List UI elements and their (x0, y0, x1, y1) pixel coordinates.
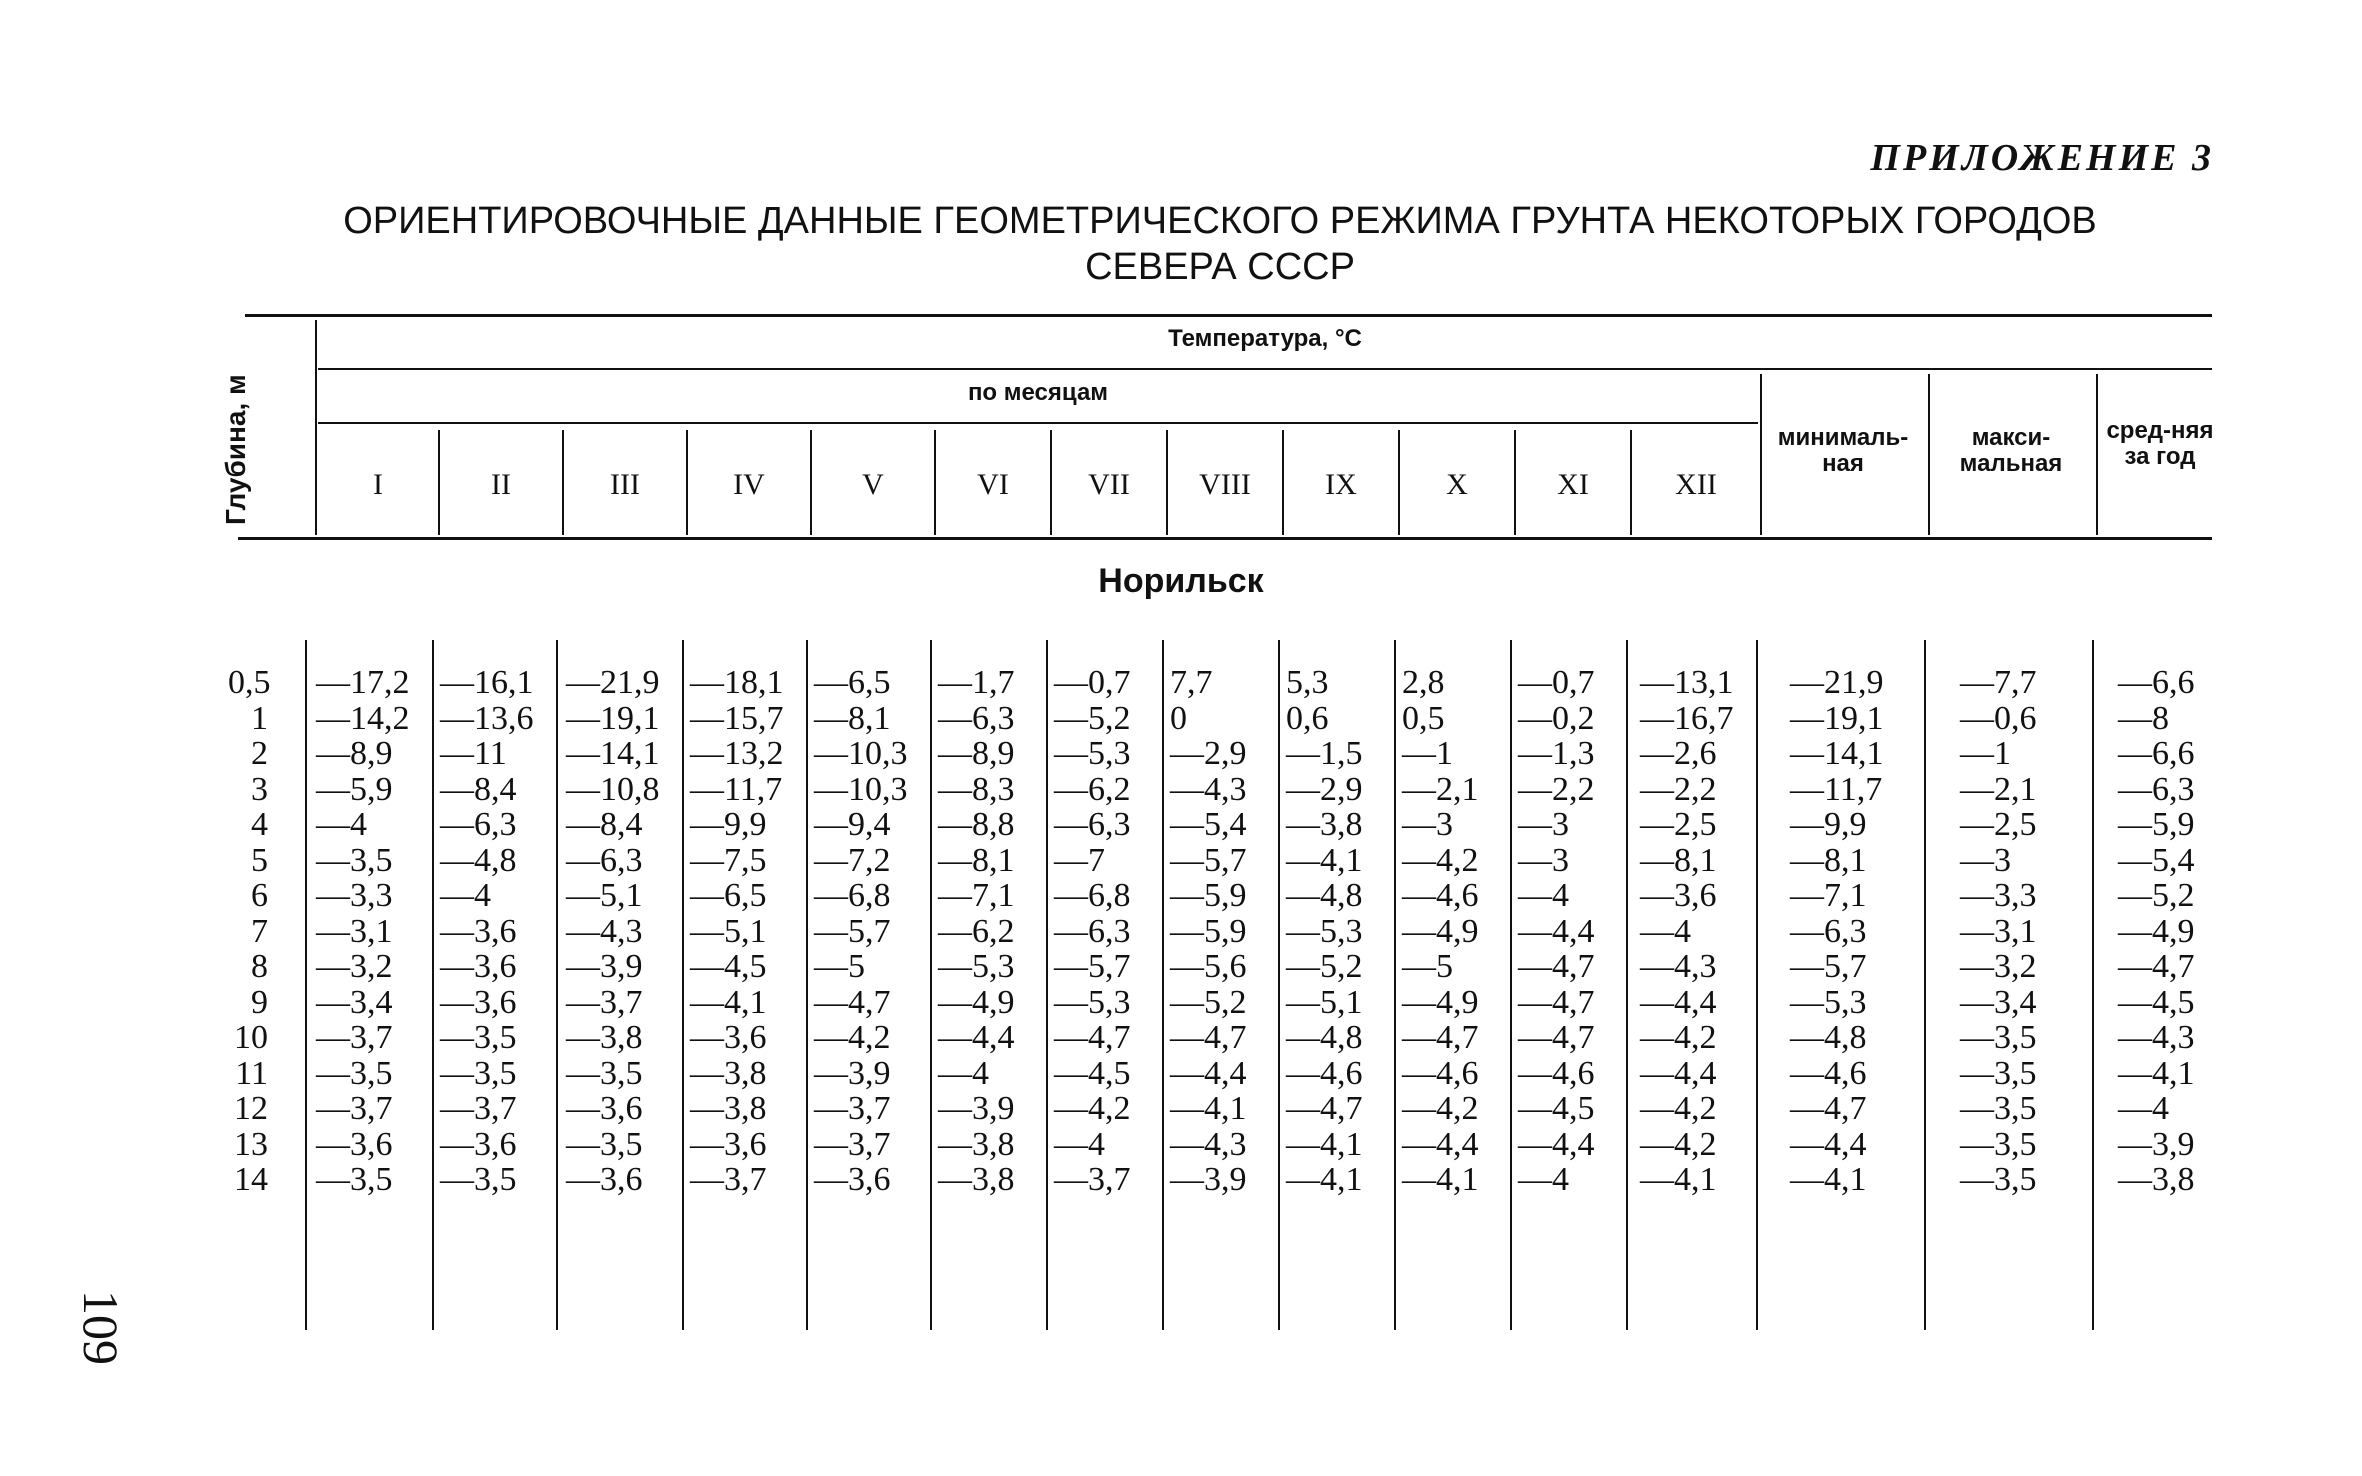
month-value-cell: —5,3 (938, 948, 1015, 985)
month-header: III (610, 468, 640, 501)
month-value-cell: —4,4 (1170, 1054, 1247, 1092)
max-value-cell: —2,5 (1960, 806, 2037, 843)
month-value-cell: —4,7 (1518, 983, 1595, 1021)
month-value-cell: —4,7 (1170, 1019, 1247, 1056)
month-header: VII (1088, 468, 1130, 501)
month-value-cell: —3,5 (440, 1161, 517, 1198)
max-value-cell: —1 (1960, 735, 2011, 772)
column-rule (1924, 640, 1926, 1330)
month-value-cell: —3,6 (440, 983, 517, 1021)
depth-cell: 4 (251, 806, 268, 843)
city-name: Норильск (1098, 562, 1264, 600)
month-value-cell: —2,9 (1170, 735, 1247, 772)
month-value-cell: —4,2 (1640, 1019, 1717, 1056)
month-value-cell: —4,9 (938, 983, 1015, 1021)
depth-cell: 12 (234, 1090, 268, 1127)
max-value-cell: —3,3 (1960, 877, 2037, 914)
header-divider (2096, 374, 2098, 535)
month-value-cell: —4,5 (1054, 1054, 1131, 1092)
month-value-cell: —9,9 (690, 806, 767, 843)
month-value-cell: —4,3 (1170, 1125, 1247, 1163)
min-value-cell: —4,6 (1790, 1054, 1867, 1092)
temperature-rule (318, 368, 2212, 370)
month-value-cell: —4,8 (440, 841, 517, 879)
month-value-cell: —3,9 (566, 948, 643, 985)
min-value-cell: —4,8 (1790, 1019, 1867, 1056)
month-value-cell: —3,1 (316, 912, 393, 950)
month-value-cell: —2,1 (1402, 770, 1479, 808)
month-value-cell: —4,6 (1402, 1054, 1479, 1092)
depth-cell: 9 (251, 983, 268, 1021)
month-value-cell: —9,4 (814, 806, 891, 843)
month-value-cell: —10,3 (814, 770, 908, 808)
month-value-cell: —2,6 (1640, 735, 1717, 772)
month-value-cell: —15,7 (690, 699, 784, 737)
month-value-cell: —4,2 (1640, 1090, 1717, 1127)
depth-cell: 2 (251, 735, 268, 772)
month-value-cell: —1,3 (1518, 735, 1595, 772)
month-value-cell: —17,2 (316, 664, 410, 701)
month-value-cell: —5 (814, 948, 865, 985)
month-value-cell: —3,6 (440, 1125, 517, 1163)
month-value-cell: —6,8 (814, 877, 891, 914)
column-rule (1510, 640, 1512, 1330)
month-value-cell: 0 (1170, 699, 1187, 737)
depth-cell: 14 (234, 1161, 268, 1198)
month-value-cell: —5,3 (1286, 912, 1363, 950)
month-value-cell: —1,5 (1286, 735, 1363, 772)
month-value-cell: —3,7 (1054, 1161, 1131, 1198)
month-value-cell: —5,6 (1170, 948, 1247, 985)
avg-value-cell: —4,9 (2118, 912, 2195, 950)
month-value-cell: —4 (1640, 912, 1691, 950)
depth-cell: 10 (234, 1019, 268, 1056)
month-value-cell: —5,7 (814, 912, 891, 950)
avg-value-cell: —5,4 (2118, 841, 2195, 879)
month-value-cell: —4,3 (1640, 948, 1717, 985)
month-value-cell: —3,4 (316, 983, 393, 1021)
month-value-cell: —4 (938, 1054, 989, 1092)
month-value-cell: —8,1 (814, 699, 891, 737)
column-rule (1626, 640, 1628, 1330)
month-value-cell: —3,6 (690, 1125, 767, 1163)
min-column-header: минималь-ная (1777, 424, 1909, 477)
month-value-cell: —3,6 (566, 1161, 643, 1198)
month-value-cell: —3 (1402, 806, 1453, 843)
month-value-cell: —4,1 (1286, 841, 1363, 879)
min-value-cell: —5,7 (1790, 948, 1867, 985)
month-value-cell: —4,4 (1518, 912, 1595, 950)
avg-value-cell: —4,3 (2118, 1019, 2195, 1056)
month-value-cell: —3,6 (316, 1125, 393, 1163)
depth-cell: 11 (235, 1054, 268, 1092)
month-value-cell: —7,1 (938, 877, 1015, 914)
month-value-cell: 0,5 (1402, 699, 1445, 737)
column-rule (806, 640, 808, 1330)
month-value-cell: —3,7 (814, 1090, 891, 1127)
min-value-cell: —4,7 (1790, 1090, 1867, 1127)
month-value-cell: —13,6 (440, 699, 534, 737)
month-value-cell: —6,3 (566, 841, 643, 879)
month-value-cell: —3,5 (440, 1054, 517, 1092)
month-value-cell: —4,8 (1286, 1019, 1363, 1056)
max-value-cell: —7,7 (1960, 664, 2037, 701)
month-value-cell: —4,9 (1402, 983, 1479, 1021)
month-value-cell: —4,7 (1518, 948, 1595, 985)
month-value-cell: —0,7 (1518, 664, 1595, 701)
month-value-cell: —4,4 (1640, 1054, 1717, 1092)
month-value-cell: —5,2 (1286, 948, 1363, 985)
month-value-cell: —4,3 (566, 912, 643, 950)
monthly-rule (318, 422, 1758, 424)
month-value-cell: —4 (440, 877, 491, 914)
avg-value-cell: —4,1 (2118, 1054, 2195, 1092)
month-value-cell: —11 (440, 735, 507, 772)
min-value-cell: —4,1 (1790, 1161, 1867, 1198)
header-divider (1928, 374, 1930, 535)
month-value-cell: —7 (1054, 841, 1105, 879)
month-value-cell: —14,2 (316, 699, 410, 737)
column-rule (432, 640, 434, 1330)
column-rule (1278, 640, 1280, 1330)
max-value-cell: —3,5 (1960, 1161, 2037, 1198)
max-value-cell: —3,2 (1960, 948, 2037, 985)
month-value-cell: —8,9 (316, 735, 393, 772)
column-rule (1046, 640, 1048, 1330)
month-value-cell: —3 (1518, 806, 1569, 843)
month-value-cell: —3,8 (690, 1090, 767, 1127)
month-value-cell: —4,2 (1054, 1090, 1131, 1127)
month-value-cell: —3,3 (316, 877, 393, 914)
monthly-header: по месяцам (967, 379, 1109, 406)
avg-value-cell: —6,3 (2118, 770, 2195, 808)
avg-value-cell: —3,9 (2118, 1125, 2195, 1163)
column-rule (1162, 640, 1164, 1330)
month-value-cell: —4,8 (1286, 877, 1363, 914)
month-value-cell: —4,4 (938, 1019, 1015, 1056)
month-value-cell: —3,5 (566, 1054, 643, 1092)
month-value-cell: —16,7 (1640, 699, 1734, 737)
month-value-cell: —3,7 (316, 1019, 393, 1056)
month-value-cell: —4,9 (1402, 912, 1479, 950)
column-rule (1756, 640, 1758, 1330)
month-value-cell: —4,1 (1170, 1090, 1247, 1127)
month-value-cell: —3,6 (1640, 877, 1717, 914)
min-value-cell: —8,1 (1790, 841, 1867, 879)
max-value-cell: —3,4 (1960, 983, 2037, 1021)
month-value-cell: —4,2 (814, 1019, 891, 1056)
min-value-cell: —14,1 (1790, 735, 1884, 772)
month-value-cell: —0,2 (1518, 699, 1595, 737)
month-header: XI (1557, 468, 1589, 501)
title-line-2: СЕВЕРА СССР (1085, 246, 1355, 288)
depth-cell: 13 (234, 1125, 268, 1163)
month-value-cell: —8,4 (566, 806, 643, 843)
month-value-cell: —4,2 (1402, 1090, 1479, 1127)
avg-value-cell: —5,9 (2118, 806, 2195, 843)
depth-cell: 1 (251, 699, 268, 737)
month-value-cell: —4,6 (1286, 1054, 1363, 1092)
column-rule (1394, 640, 1396, 1330)
month-value-cell: —5 (1402, 948, 1453, 985)
month-value-cell: —3,9 (938, 1090, 1015, 1127)
month-value-cell: —7,2 (814, 841, 891, 879)
avg-value-cell: —4 (2118, 1090, 2169, 1127)
column-rule (2092, 640, 2094, 1330)
month-value-cell: —4,6 (1402, 877, 1479, 914)
avg-value-cell: —8 (2118, 699, 2169, 737)
month-value-cell: —2,2 (1640, 770, 1717, 808)
month-value-cell: —3 (1518, 841, 1569, 879)
month-value-cell: —13,2 (690, 735, 784, 772)
month-value-cell: —4,7 (814, 983, 891, 1021)
month-value-cell: —5,1 (566, 877, 643, 914)
month-value-cell: 7,7 (1170, 664, 1213, 701)
month-value-cell: —8,3 (938, 770, 1015, 808)
max-value-cell: —3,5 (1960, 1090, 2037, 1127)
month-value-cell: —3,8 (938, 1125, 1015, 1163)
month-value-cell: —6,2 (938, 912, 1015, 950)
header-bottom-rule (238, 537, 2212, 540)
month-value-cell: —1 (1402, 735, 1453, 772)
max-value-cell: —3,5 (1960, 1019, 2037, 1056)
max-value-cell: —3 (1960, 841, 2011, 879)
month-value-cell: —3,7 (440, 1090, 517, 1127)
month-value-cell: —4,3 (1170, 770, 1247, 808)
month-value-cell: —4 (1518, 1161, 1569, 1198)
title-line-1: ОРИЕНТИРОВОЧНЫЕ ДАННЫЕ ГЕОМЕТРИЧЕСКОГО РЕЖИМА ГРУНТА НЕКОТОРЫХ ГОРОДОВ (343, 200, 2097, 242)
month-value-cell: —18,1 (690, 664, 784, 701)
header-divider (315, 320, 317, 535)
max-value-cell: —3,5 (1960, 1054, 2037, 1092)
month-value-cell: —8,9 (938, 735, 1015, 772)
depth-column-header: Глубина, м (220, 374, 251, 525)
month-value-cell: —4,1 (1286, 1125, 1363, 1163)
month-value-cell: —3,8 (690, 1054, 767, 1092)
month-value-cell: —5,9 (316, 770, 393, 808)
month-value-cell: —10,8 (566, 770, 660, 808)
month-value-cell: —2,2 (1518, 770, 1595, 808)
min-value-cell: —11,7 (1790, 770, 1883, 808)
column-rule (682, 640, 684, 1330)
month-value-cell: —5,9 (1170, 877, 1247, 914)
month-header: X (1446, 468, 1468, 501)
month-value-cell: —3,7 (814, 1125, 891, 1163)
avg-value-cell: —4,5 (2118, 983, 2195, 1021)
avg-value-cell: —6,6 (2118, 664, 2195, 701)
month-value-cell: —4 (316, 806, 367, 843)
min-value-cell: —19,1 (1790, 699, 1884, 737)
month-value-cell: —4,6 (1518, 1054, 1595, 1092)
appendix-label: ПРИЛОЖЕНИЕ 3 (1870, 137, 2214, 179)
month-value-cell: —19,1 (566, 699, 660, 737)
depth-cell: 3 (251, 770, 268, 808)
month-value-cell: —3,6 (440, 912, 517, 950)
month-value-cell: —2,5 (1640, 806, 1717, 843)
min-value-cell: —9,9 (1790, 806, 1867, 843)
month-value-cell: —6,3 (1054, 806, 1131, 843)
month-value-cell: —6,3 (440, 806, 517, 843)
month-value-cell: —5,2 (1170, 983, 1247, 1021)
month-header: II (491, 468, 511, 501)
month-value-cell: —5,3 (1054, 735, 1131, 772)
page-title (240, 198, 2200, 290)
month-value-cell: —6,8 (1054, 877, 1131, 914)
month-value-cell: —4,2 (1640, 1125, 1717, 1163)
month-value-cell: —4,7 (1402, 1019, 1479, 1056)
month-value-cell: —4,4 (1518, 1125, 1595, 1163)
month-value-cell: —4,5 (690, 948, 767, 985)
month-value-cell: —5,1 (690, 912, 767, 950)
temperature-header: Температура, °С (1168, 325, 1362, 352)
month-value-cell: —3,7 (690, 1161, 767, 1198)
max-value-cell: —2,1 (1960, 770, 2037, 808)
month-value-cell: —10,3 (814, 735, 908, 772)
month-value-cell: —5,3 (1054, 983, 1131, 1021)
month-value-cell: —3,5 (566, 1125, 643, 1163)
month-value-cell: —5,4 (1170, 806, 1247, 843)
month-value-cell: —3,9 (814, 1054, 891, 1092)
month-value-cell: —4,7 (1518, 1019, 1595, 1056)
month-value-cell: —5,2 (1054, 699, 1131, 737)
month-value-cell: —4,1 (1640, 1161, 1717, 1198)
avg-column-header: сред-няя за год (2106, 417, 2214, 470)
page-number: 109 (73, 1290, 129, 1365)
month-value-cell: —3,6 (690, 1019, 767, 1056)
month-header: IX (1325, 468, 1357, 501)
month-value-cell: —3,5 (316, 1054, 393, 1092)
month-value-cell: —4,7 (1286, 1090, 1363, 1127)
month-value-cell: —13,1 (1640, 664, 1734, 701)
month-header: XII (1675, 468, 1717, 501)
month-value-cell: —6,2 (1054, 770, 1131, 808)
month-value-cell: —6,5 (814, 664, 891, 701)
depth-cell: 7 (251, 912, 268, 950)
month-value-cell: —4,1 (1286, 1161, 1363, 1198)
max-value-cell: —3,1 (1960, 912, 2037, 950)
min-value-cell: —4,4 (1790, 1125, 1867, 1163)
month-value-cell: —21,9 (566, 664, 660, 701)
month-value-cell: —5,7 (1054, 948, 1131, 985)
month-value-cell: —14,1 (566, 735, 660, 772)
month-value-cell: —3,8 (566, 1019, 643, 1056)
month-value-cell: —16,1 (440, 664, 534, 701)
month-value-cell: —6,3 (1054, 912, 1131, 950)
depth-cell: 0,5 (228, 664, 271, 701)
month-header: VI (977, 468, 1009, 501)
min-value-cell: —21,9 (1790, 664, 1884, 701)
depth-cell: 8 (251, 948, 268, 985)
month-value-cell: —8,8 (938, 806, 1015, 843)
month-value-cell: —3,2 (316, 948, 393, 985)
month-value-cell: —4,2 (1402, 841, 1479, 879)
month-value-cell: —3,9 (1170, 1161, 1247, 1198)
month-value-cell: —5,9 (1170, 912, 1247, 950)
month-value-cell: —3,5 (440, 1019, 517, 1056)
month-value-cell: —5,1 (1286, 983, 1363, 1021)
month-header: VIII (1199, 468, 1251, 501)
month-value-cell: —4 (1054, 1125, 1105, 1163)
month-value-cell: —6,3 (938, 699, 1015, 737)
month-value-cell: —3,7 (566, 983, 643, 1021)
month-value-cell: 2,8 (1402, 664, 1445, 701)
month-value-cell: —1,7 (938, 664, 1015, 701)
month-value-cell: —3,5 (316, 1161, 393, 1198)
max-value-cell: —3,5 (1960, 1125, 2037, 1163)
month-header: IV (733, 468, 765, 501)
month-value-cell: —4,4 (1402, 1125, 1479, 1163)
month-value-cell: —3,7 (316, 1090, 393, 1127)
month-value-cell: —3,6 (566, 1090, 643, 1127)
month-header: I (373, 468, 383, 501)
avg-value-cell: —6,6 (2118, 735, 2195, 772)
month-header: V (862, 468, 884, 501)
month-value-cell: —4,7 (1054, 1019, 1131, 1056)
month-value-cell: —8,1 (1640, 841, 1717, 879)
min-value-cell: —6,3 (1790, 912, 1867, 950)
month-value-cell: —4,1 (690, 983, 767, 1021)
month-value-cell: —4,4 (1640, 983, 1717, 1021)
month-value-cell: —4 (1518, 877, 1569, 914)
month-value-cell: —3,6 (814, 1161, 891, 1198)
month-value-cell: —2,9 (1286, 770, 1363, 808)
month-value-cell: —4,1 (1402, 1161, 1479, 1198)
column-rule (930, 640, 932, 1330)
month-value-cell: 0,6 (1286, 699, 1329, 737)
depth-cell: 5 (251, 841, 268, 879)
month-value-cell: —6,5 (690, 877, 767, 914)
month-value-cell: —4,5 (1518, 1090, 1595, 1127)
min-value-cell: —7,1 (1790, 877, 1867, 914)
month-value-cell: —8,1 (938, 841, 1015, 879)
avg-value-cell: —4,7 (2118, 948, 2195, 985)
table-top-rule (245, 314, 2212, 317)
month-value-cell: —8,4 (440, 770, 517, 808)
month-value-cell: —0,7 (1054, 664, 1131, 701)
column-rule (305, 640, 307, 1330)
month-value-cell: —3,8 (1286, 806, 1363, 843)
header-divider (1760, 374, 1762, 535)
avg-value-cell: —3,8 (2118, 1161, 2195, 1198)
month-value-cell: —5,7 (1170, 841, 1247, 879)
min-value-cell: —5,3 (1790, 983, 1867, 1021)
column-rule (556, 640, 558, 1330)
month-value-cell: 5,3 (1286, 664, 1329, 701)
month-value-cell: —7,5 (690, 841, 767, 879)
depth-cell: 6 (251, 877, 268, 914)
avg-value-cell: —5,2 (2118, 877, 2195, 914)
max-value-cell: —0,6 (1960, 699, 2037, 737)
month-value-cell: —3,6 (440, 948, 517, 985)
month-value-cell: —3,5 (316, 841, 393, 879)
month-value-cell: —11,7 (690, 770, 783, 808)
max-column-header: макси-мальная (1959, 424, 2063, 477)
month-value-cell: —3,8 (938, 1161, 1015, 1198)
